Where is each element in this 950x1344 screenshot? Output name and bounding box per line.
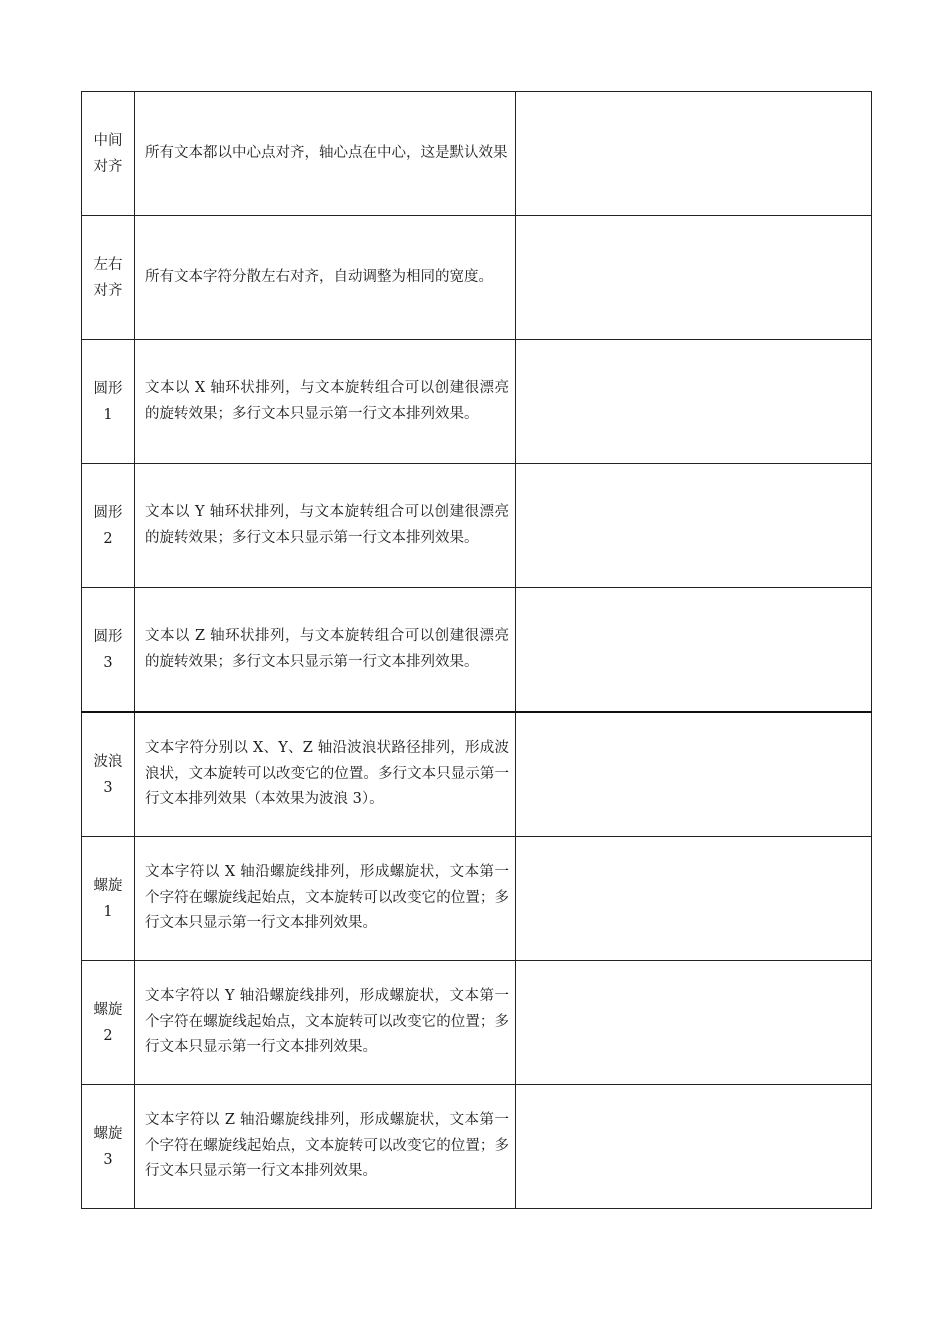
- table-row: [82, 340, 872, 464]
- effect-preview-cell: [516, 712, 872, 837]
- effect-description: 文本字符分别以 X、Y、Z 轴沿波浪状路径排列，形成波浪状，文本旋转可以改变它的位置。多行文本只显示第一行文本排列效果（本效果为波浪 3）。: [135, 712, 516, 837]
- effect-description: 所有文本字符分散左右对齐，自动调整为相同的宽度。: [135, 216, 516, 340]
- effect-description: 文本字符以 Y 轴沿螺旋线排列，形成螺旋状，文本第一个字符在螺旋线起始点，文本旋转可以改变它的位置；多行文本只显示第一行文本排列效果。: [135, 961, 516, 1085]
- effect-name-cell: [82, 216, 135, 340]
- effect-description: 文本字符以 X 轴沿螺旋线排列，形成螺旋状，文本第一个字符在螺旋线起始点，文本旋转可以改变它的位置；多行文本只显示第一行文本排列效果。: [135, 837, 516, 961]
- table-row: [82, 837, 872, 961]
- table-row: [82, 961, 872, 1085]
- effect-preview-cell: [516, 1085, 872, 1209]
- effect-name-cell: [82, 712, 135, 837]
- effect-name-cell: [82, 340, 135, 464]
- effect-name: 螺旋 1: [93, 877, 123, 920]
- effect-preview-cell: [516, 961, 872, 1085]
- effect-description: 所有文本都以中心点对齐，轴心点在中心，这是默认效果: [135, 92, 516, 216]
- effect-preview-cell: [516, 92, 872, 216]
- effect-name-cell: [82, 1085, 135, 1209]
- table-row: [82, 464, 872, 588]
- effect-description: 文本以 Z 轴环状排列，与文本旋转组合可以创建很漂亮的旋转效果；多行文本只显示第一行文本排列效果。: [135, 588, 516, 713]
- effect-name-cell: [82, 961, 135, 1085]
- effect-name: 螺旋 3: [93, 1125, 123, 1168]
- effect-name-cell: [82, 588, 135, 713]
- table-row: [82, 92, 872, 216]
- effect-preview-cell: [516, 464, 872, 588]
- effect-name-cell: [82, 837, 135, 961]
- effect-description: 文本以 X 轴环状排列，与文本旋转组合可以创建很漂亮的旋转效果；多行文本只显示第一行文本排列效果。: [135, 340, 516, 464]
- effect-name: 圆形 3: [93, 628, 123, 671]
- effect-preview-cell: [516, 588, 872, 713]
- effect-name-cell: [82, 464, 135, 588]
- effect-preview-cell: [516, 216, 872, 340]
- table-row: [82, 712, 872, 837]
- table-row: [82, 588, 872, 713]
- effect-preview-cell: [516, 837, 872, 961]
- effect-name: 中间 对齐: [93, 132, 123, 175]
- alignment-effects-table: [81, 91, 872, 1209]
- effect-description: 文本以 Y 轴环状排列，与文本旋转组合可以创建很漂亮的旋转效果；多行文本只显示第一行文本排列效果。: [135, 464, 516, 588]
- effect-name-cell: [82, 92, 135, 216]
- table-row: [82, 1085, 872, 1209]
- effect-name: 螺旋 2: [93, 1001, 123, 1044]
- effect-name: 左右 对齐: [93, 256, 123, 299]
- effect-name: 波浪 3: [93, 753, 123, 796]
- effect-preview-cell: [516, 340, 872, 464]
- effect-name: 圆形 2: [93, 504, 123, 547]
- table-row: [82, 216, 872, 340]
- effect-description: 文本字符以 Z 轴沿螺旋线排列，形成螺旋状，文本第一个字符在螺旋线起始点，文本旋转可以改变它的位置；多行文本只显示第一行文本排列效果。: [135, 1085, 516, 1209]
- effect-name: 圆形 1: [93, 380, 123, 423]
